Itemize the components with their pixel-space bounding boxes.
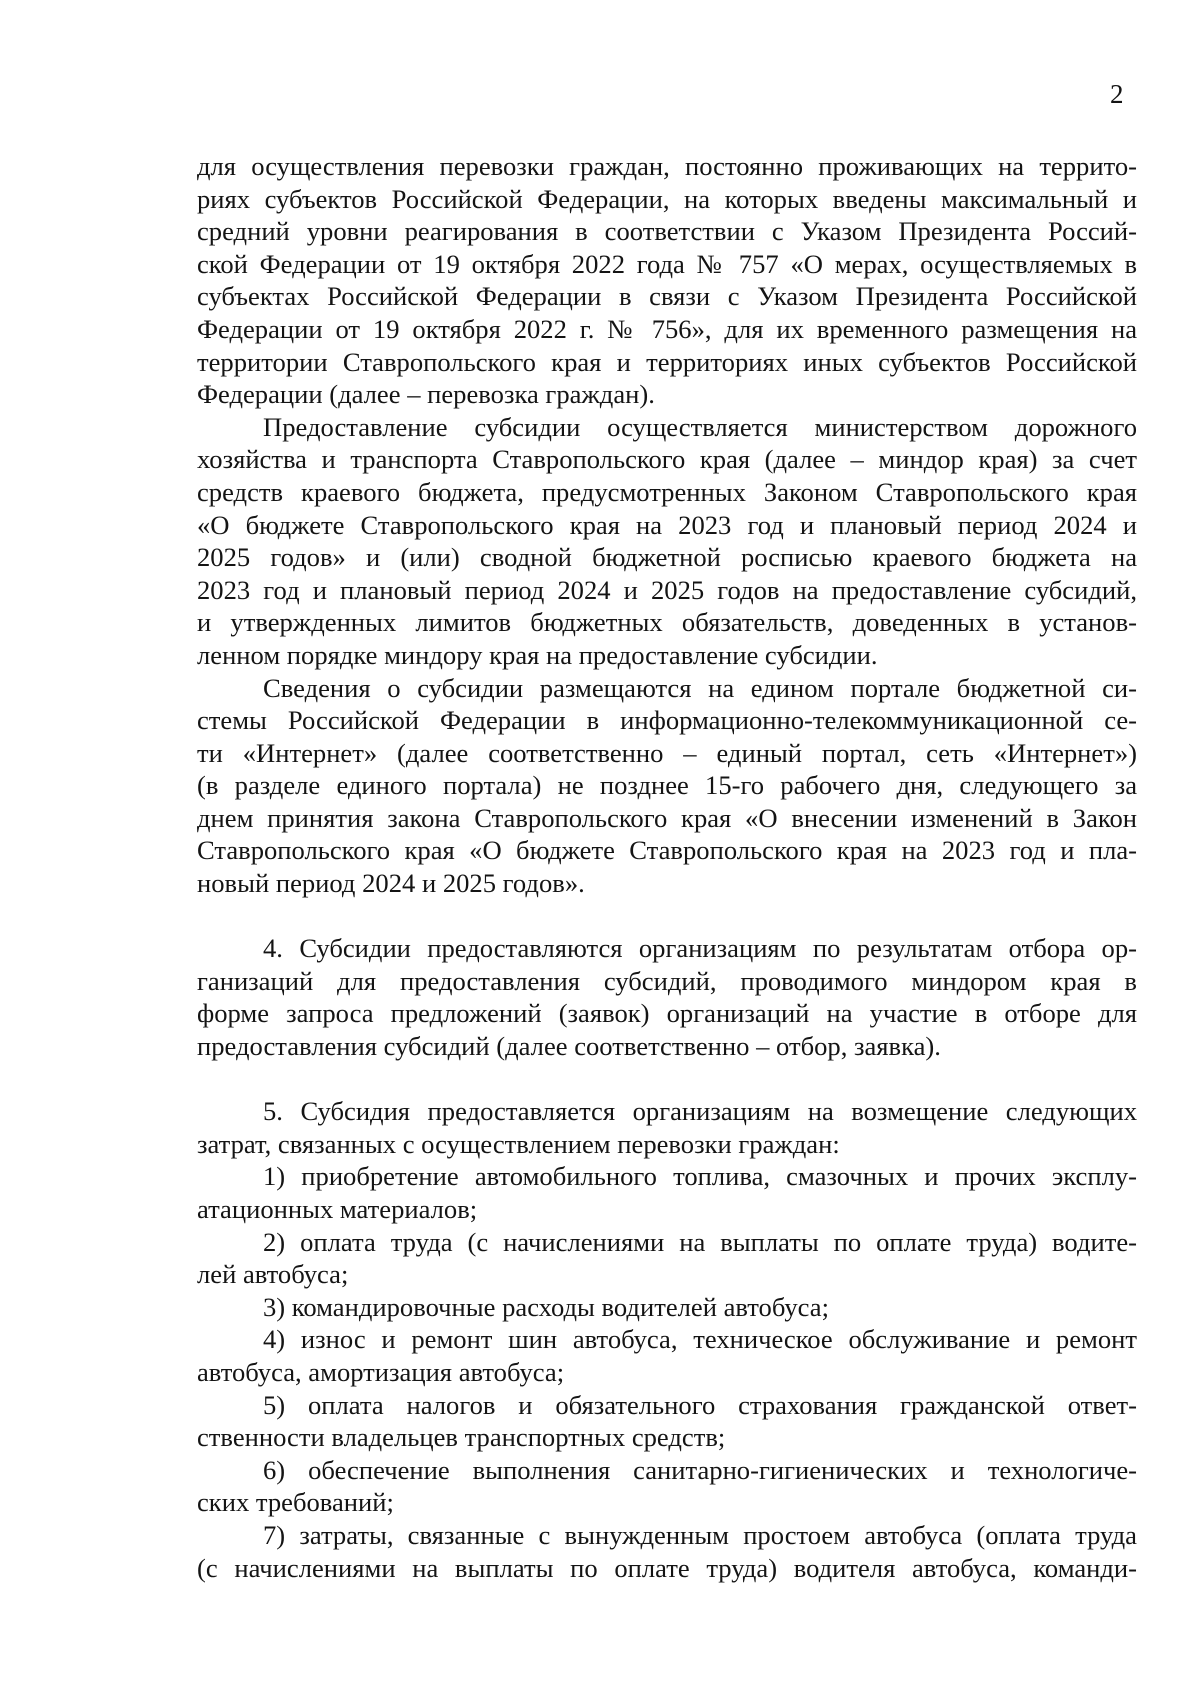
- text-line: «О бюджете Ставропольского края на 2023 год и плановый период 2024 и: [197, 509, 1137, 540]
- text-line: (в разделе единого портала) не позднее 15-го рабочего дня, следующего за: [197, 770, 1137, 801]
- text-line: лей автобуса;: [197, 1259, 349, 1290]
- text-line: атационных материалов;: [197, 1194, 478, 1224]
- text-line: 2025 годов» и (или) сводной бюджетной росписью краевого бюджета на: [197, 542, 1137, 573]
- document-body: [197, 150, 1137, 1584]
- text-line: стемы Российской Федерации в информационно-телекоммуникационной се-: [197, 705, 1137, 736]
- text-line: автобуса, амортизация автобуса;: [197, 1356, 565, 1387]
- text-line: Сведения о субсидии размещаются на едином портале бюджетной си-: [263, 672, 1137, 703]
- text-line: хозяйства и транспорта Ставропольского края (далее – миндор края) за счет: [197, 444, 1137, 475]
- page-number: 2: [1110, 79, 1124, 109]
- text-line: ской Федерации от 19 октября 2022 года № 757 «О мерах, осуществляемых в: [197, 248, 1137, 279]
- text-line: 6) обеспечение выполнения санитарно-гигиенических и технологиче-: [263, 1454, 1137, 1485]
- paragraph-gap: [197, 1063, 1137, 1096]
- text-line: 1) приобретение автомобильного топлива, смазочных и прочих эксплу-: [263, 1161, 1137, 1192]
- text-line: Федерации (далее – перевозка граждан).: [197, 379, 655, 410]
- text-line: Федерации от 19 октября 2022 г. № 756», для их временного размещения на: [197, 313, 1137, 344]
- text-line: 4) износ и ремонт шин автобуса, техническое обслуживание и ремонт: [263, 1324, 1137, 1355]
- text-line: затрат, связанных с осуществлением перевозки граждан:: [197, 1128, 840, 1159]
- paragraph-gap: [197, 900, 1137, 933]
- text-line: ти «Интернет» (далее соответственно – единый портал, сеть «Интернет»): [197, 737, 1137, 768]
- text-line: ганизаций для предоставления субсидий, проводимого миндором края в: [197, 965, 1137, 996]
- text-line: ленном порядке миндору края на предоставление субсидии.: [197, 639, 878, 670]
- text-line: 2) оплата труда (с начислениями на выплаты по оплате труда) водите-: [263, 1226, 1137, 1257]
- text-line: ственности владельцев транспортных средств;: [197, 1422, 726, 1453]
- text-line: Предоставление субсидии осуществляется министерством дорожного: [263, 411, 1137, 442]
- text-line: форме запроса предложений (заявок) организаций на участие в отборе для: [197, 998, 1137, 1029]
- text-line: 4. Субсидии предоставляются организациям по результатам отбора ор-: [263, 933, 1137, 964]
- text-line: и утвержденных лимитов бюджетных обязательств, доведенных в установ-: [197, 607, 1137, 638]
- text-line: средств краевого бюджета, предусмотренных Законом Ставропольского края: [197, 476, 1137, 507]
- text-line: 5. Субсидия предоставляется организациям на возмещение следующих: [263, 1096, 1137, 1127]
- text-line: территории Ставропольского края и территориях иных субъектов Российской: [197, 346, 1137, 377]
- text-line: субъектах Российской Федерации в связи с Указом Президента Российской: [197, 281, 1137, 312]
- text-line: предоставления субсидий (далее соответственно – отбор, заявка).: [197, 1031, 941, 1062]
- text-line: 7) затраты, связанные с вынужденным простоем автобуса (оплата труда: [263, 1519, 1137, 1550]
- text-line: 2023 год и плановый период 2024 и 2025 годов на предоставление субсидий,: [197, 574, 1137, 605]
- text-line: Ставропольского края «О бюджете Ставропольского края на 2023 год и пла-: [197, 835, 1137, 866]
- text-line: для осуществления перевозки граждан, постоянно проживающих на террито-: [197, 151, 1137, 181]
- text-line: днем принятия закона Ставропольского края «О внесении изменений в Закон: [197, 802, 1137, 833]
- text-line: 5) оплата налогов и обязательного страхования гражданской ответ-: [263, 1389, 1137, 1420]
- text-line: риях субъектов Российской Федерации, на которых введены максимальный и: [197, 183, 1137, 214]
- text-line: ских требований;: [197, 1487, 394, 1518]
- text-line: 3) командировочные расходы водителей автобуса;: [263, 1291, 829, 1322]
- text-line: новый период 2024 и 2025 годов».: [197, 868, 585, 899]
- text-line: средний уровни реагирования в соответствии с Указом Президента Россий-: [197, 216, 1137, 247]
- text-line: (с начислениями на выплаты по оплате труда) водителя автобуса, команди-: [197, 1552, 1137, 1583]
